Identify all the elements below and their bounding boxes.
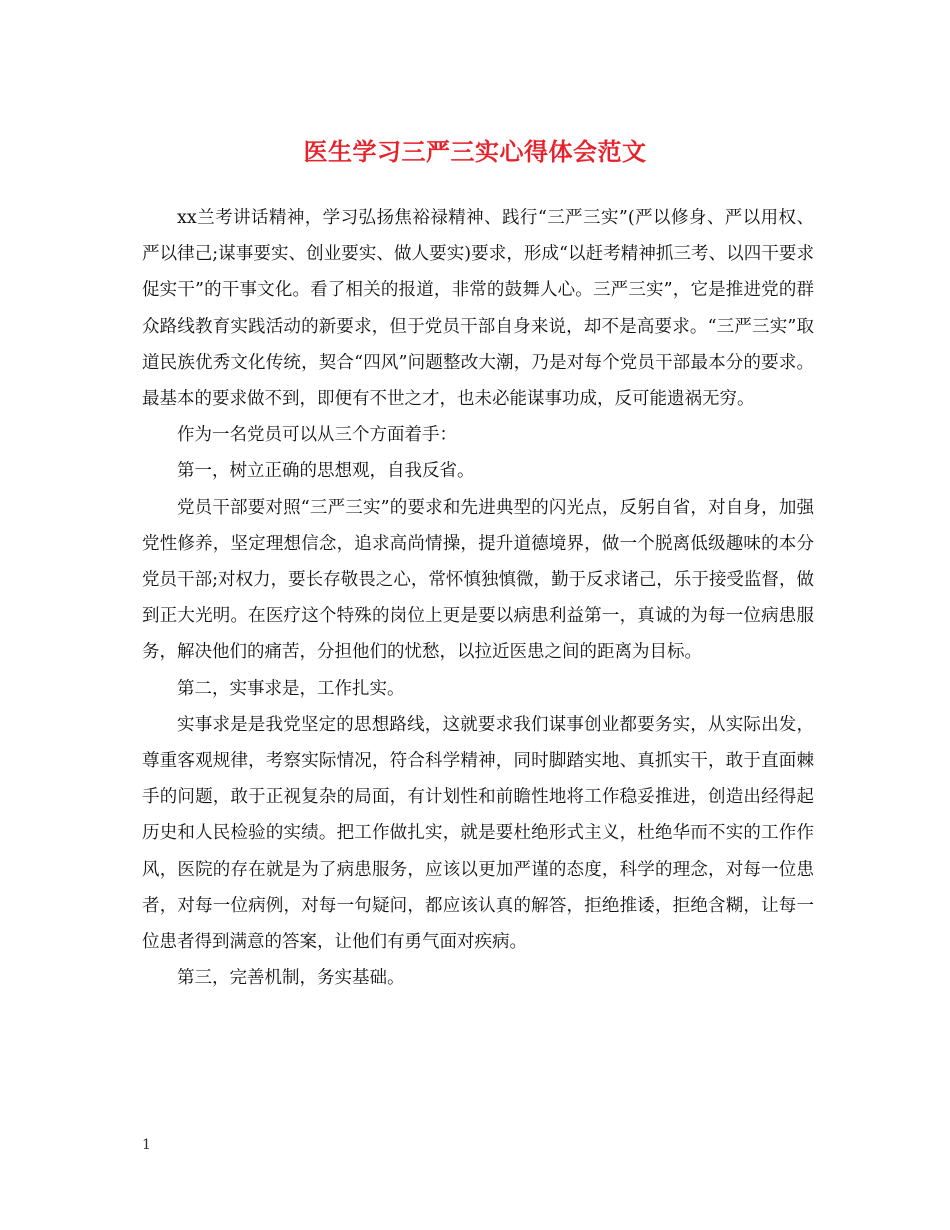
document-title: 医生学习三严三实心得体会范文 bbox=[303, 137, 647, 166]
paragraph-heading-first: 第一，树立正确的思想观，自我反省。 bbox=[177, 461, 475, 482]
paragraph-heading-third: 第三，完善机制，务实基础。 bbox=[177, 968, 405, 989]
paragraph-second-body: 实事求是是我党坚定的思想路线，这就要求我们谋事创业都要务实，从实际出发，尊重客观规律，考察实际情况，符合科学精神，同时脚踏实地、真抓实干，敢于直面棘手的问题，敢于正视复杂的局面，有计划性和前瞻性地将工作稳妥推进，创造出经得起历史和人民检验的实绩。把工作做扎实，就是要杜绝形式主义，杜绝华而不实的工作作风，医院的存在就是为了病患服务，应该以更加严谨的态度，科学的理念，对每一位患者，对每一位病例，对每一句疑问，都应该认真的解答，拒绝推诿，拒绝含糊，让每一位患者得到满意的答案，让他们有勇气面对疾病。 bbox=[142, 714, 814, 953]
paragraph-first-body: 党员干部要对照“三严三实”的要求和先进典型的闪光点，反躬自省，对自身，加强党性修养，坚定理想信念，追求高尚情操，提升道德境界，做一个脱离低级趣味的本分党员干部;对权力，要长存敬畏之心，常怀慎独慎微，勤于反求诸己，乐于接受监督，做到正大光明。在医疗这个特殊的岗位上更是要以病患利益第一，真诚的为每一位病患服务，解决他们的痛苦，分担他们的忧愁，以拉近医患之间的距离为目标。 bbox=[142, 497, 814, 663]
page-number: 1 bbox=[142, 1137, 151, 1153]
paragraph-approach: 作为一名党员可以从三个方面着手： bbox=[177, 425, 457, 446]
paragraph-intro: xx兰考讲话精神，学习弘扬焦裕禄精神、践行“三严三实”(严以修身、严以用权、严以律己;谋事要实、创业要实、做人要实)要求，形成“以赶考精神抓三考、以四干要求促实干”的干事文化。看了相关的报道，非常的鼓舞人心。三严三实”，它是推进党的群众路线教育实践活动的新要求，但于党员干部自身来说，却不是高要求。“三严三实”取道民族优秀文化传统，契合“四风”问题整改大潮，乃是对每个党员干部最本分的要求。最基本的要求做不到，即便有不世之才，也未必能谋事功成，反可能遗祸无穷。 bbox=[142, 208, 814, 410]
document-body bbox=[142, 200, 814, 996]
paragraph-heading-second: 第二，实事求是，工作扎实。 bbox=[177, 678, 405, 699]
